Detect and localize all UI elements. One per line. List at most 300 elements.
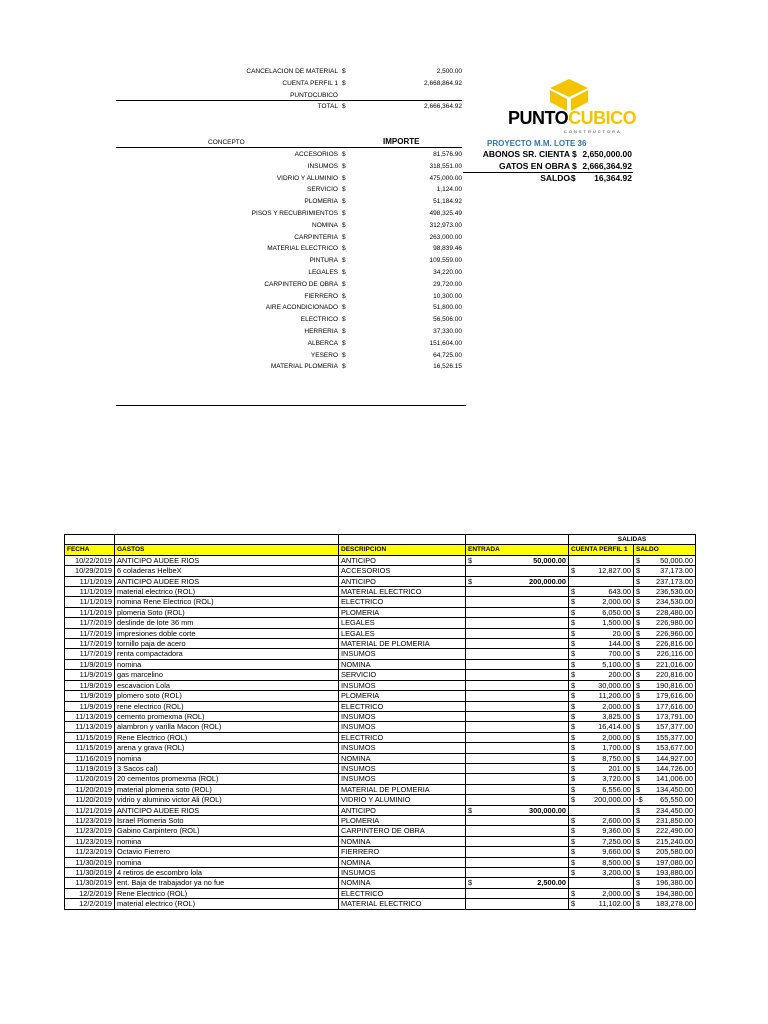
concept-row	[200, 196, 462, 208]
currency-sign: $	[636, 732, 641, 742]
ledger-descripcion: INSUMOS	[339, 722, 466, 732]
ledger-descripcion: INSUMOS	[339, 743, 466, 753]
ledger-descripcion: MATERIAL ELECTRICO	[339, 899, 466, 909]
ledger-cuenta	[569, 868, 634, 878]
concept-currency: $	[342, 151, 346, 158]
ledger-descripcion: LEGALES	[339, 628, 466, 638]
abonos-currency: $	[572, 149, 577, 159]
ledger-row	[65, 805, 696, 815]
summary-label: CUENTA PERFIL 1	[282, 80, 338, 87]
ledger-entrada	[466, 670, 569, 680]
ledger-entrada	[466, 847, 569, 857]
concept-value: 56,506.00	[433, 316, 462, 324]
ledger-fecha: 11/9/2019	[65, 670, 115, 680]
currency-sign: $	[571, 795, 576, 805]
currency-sign: $	[571, 826, 576, 836]
currency-sign: $	[636, 753, 641, 763]
ledger-descripcion: INSUMOS	[339, 680, 466, 690]
concept-label: NOMINA	[312, 221, 338, 229]
ledger-saldo-value: 134,450.00	[656, 784, 693, 794]
summary-currency: $	[342, 80, 346, 87]
summary-label: CANCELACION DE MATERIAL	[246, 68, 338, 75]
ledger-saldo-value: 236,530.00	[656, 587, 693, 597]
ledger-saldo	[634, 857, 696, 867]
ledger-row	[65, 753, 696, 763]
concept-currency: $	[342, 304, 346, 312]
concept-value: 10,300.00	[433, 292, 462, 300]
ledger-saldo	[634, 826, 696, 836]
concept-row	[200, 338, 462, 350]
ledger-cuenta	[569, 670, 634, 680]
project-title: PROYECTO M.M. LOTE 36	[487, 139, 587, 148]
ledger-cuenta-value: 1,700.00	[602, 743, 631, 753]
ledger-entrada	[466, 639, 569, 649]
ledger-saldo	[634, 805, 696, 815]
ledger-cuenta	[569, 743, 634, 753]
concept-row	[200, 255, 462, 267]
ledger-cuenta-value: 9,660.00	[602, 847, 631, 857]
summary-currency: $	[342, 68, 346, 75]
ledger-descripcion: ACCESORIOS	[339, 566, 466, 576]
ledger-cell	[65, 535, 115, 545]
col-header-entrada: ENTRADA	[466, 545, 569, 555]
ledger-saldo	[634, 743, 696, 753]
ledger-fecha: 11/20/2019	[65, 795, 115, 805]
ledger-fecha: 11/19/2019	[65, 763, 115, 773]
ledger-cuenta-value: 2,000.00	[602, 888, 631, 898]
ledger-saldo	[634, 753, 696, 763]
ledger-gastos: cemento promexma (ROL)	[115, 711, 339, 721]
currency-sign: $	[636, 670, 641, 680]
currency-sign: $	[571, 607, 576, 617]
ledger-gastos: 3 Sacos cal)	[115, 763, 339, 773]
ledger-cuenta-value: 30,000.00	[598, 680, 631, 690]
ledger-cuenta-value: 3,200.00	[602, 868, 631, 877]
ledger-row	[65, 691, 696, 701]
ledger-descripcion: INSUMOS	[339, 711, 466, 721]
ledger-descripcion: ANTICIPO	[339, 555, 466, 565]
ledger-saldo	[634, 618, 696, 628]
ledger-descripcion: PLOMERIA	[339, 815, 466, 825]
ledger-fecha: 11/9/2019	[65, 659, 115, 669]
ledger-saldo	[634, 587, 696, 597]
ledger-entrada-value: 50,000.00	[533, 555, 566, 565]
company-logo	[502, 78, 637, 134]
ledger-fecha: 11/9/2019	[65, 691, 115, 701]
concept-row	[200, 173, 462, 185]
col-header-descripcion: DESCRIPCION	[339, 545, 466, 555]
concept-label: PISOS Y RECUBRIMIENTOS	[251, 210, 338, 217]
concept-currency: $	[342, 269, 346, 276]
currency-sign: $	[571, 639, 576, 649]
ledger-gastos: escavacion Lola	[115, 680, 339, 690]
ledger-gastos: tornillo paja de acero	[115, 639, 339, 649]
ledger-cuenta	[569, 587, 634, 597]
ledger-cuenta	[569, 576, 634, 586]
ledger-row	[65, 639, 696, 649]
concept-currency: $	[342, 351, 346, 359]
ledger-fecha: 11/15/2019	[65, 732, 115, 742]
currency-sign: $	[468, 805, 473, 815]
currency-sign: $	[468, 576, 473, 586]
currency-sign: $	[636, 763, 641, 773]
ledger-saldo-value: 65,550.00	[660, 795, 693, 805]
ledger-row	[65, 576, 696, 586]
ledger-saldo-value: 144,726.00	[656, 763, 693, 773]
ledger-cuenta	[569, 753, 634, 763]
ledger-cuenta	[569, 711, 634, 721]
currency-sign: $	[571, 618, 576, 628]
ledger-fecha: 11/30/2019	[65, 878, 115, 888]
ledger-cuenta	[569, 722, 634, 732]
currency-sign: $	[636, 597, 641, 607]
ledger-fecha: 11/16/2019	[65, 753, 115, 763]
logo-subtitle: CONSTRUCTORA	[564, 129, 622, 134]
ledger-fecha: 11/20/2019	[65, 784, 115, 794]
concept-label: MATERIAL ELECTRICO	[267, 245, 338, 253]
ledger-header-row	[65, 545, 696, 555]
currency-sign: $	[636, 815, 641, 825]
ledger-entrada	[466, 691, 569, 701]
ledger-saldo	[634, 722, 696, 732]
currency-sign: $	[468, 878, 473, 888]
ledger-cuenta	[569, 732, 634, 742]
concept-currency: $	[342, 210, 346, 217]
ledger-cuenta	[569, 836, 634, 846]
ledger-cuenta	[569, 857, 634, 867]
ledger-cuenta	[569, 566, 634, 576]
ledger-descripcion: INSUMOS	[339, 774, 466, 784]
ledger-gastos: ent. Baja de trabajador ya no fue	[115, 878, 339, 888]
ledger-fecha: 11/1/2019	[65, 587, 115, 597]
ledger-cuenta-value: 5,100.00	[602, 659, 631, 669]
ledger-cell	[115, 535, 339, 545]
concept-label: PINTURA	[309, 257, 338, 265]
ledger-entrada	[466, 618, 569, 628]
currency-sign: $	[636, 639, 641, 649]
currency-sign: $	[636, 722, 641, 732]
ledger-entrada	[466, 722, 569, 732]
ledger-cuenta-value: 8,500.00	[602, 857, 631, 867]
concept-row	[200, 184, 462, 196]
currency-sign: $	[636, 888, 641, 898]
ledger-entrada	[466, 795, 569, 805]
summary-value: 2,668,864.92	[424, 80, 462, 87]
currency-sign: $	[636, 566, 641, 576]
concept-value: 151,604.00	[429, 339, 462, 347]
ledger-descripcion: PLOMERIA	[339, 607, 466, 617]
concept-row	[200, 232, 462, 244]
ledger-gastos: arena y grava (ROL)	[115, 743, 339, 753]
ledger-cuenta-value: 8,750.00	[602, 753, 631, 763]
ledger-cuenta	[569, 659, 634, 669]
col-header-cuenta: CUENTA PERFIL 1	[569, 545, 634, 555]
ledger-descripcion: INSUMOS	[339, 763, 466, 773]
currency-sign: $	[571, 888, 576, 898]
ledger-saldo	[634, 691, 696, 701]
ledger-row	[65, 899, 696, 909]
ledger-cuenta-value: 2,600.00	[602, 815, 631, 825]
ledger-fecha: 11/7/2019	[65, 639, 115, 649]
col-header-gastos: GASTOS	[115, 545, 339, 555]
ledger-saldo-value: 196,380.00	[656, 878, 693, 888]
gatos-label: GATOS EN OBRA	[499, 161, 570, 171]
ledger-cuenta-value: 201.00	[608, 763, 631, 773]
currency-sign: $	[571, 670, 576, 680]
ledger-cuenta-value: 9,360.00	[602, 826, 631, 836]
ledger-row	[65, 628, 696, 638]
ledger-row	[65, 587, 696, 597]
ledger-gastos: gas marcelino	[115, 670, 339, 680]
currency-sign: $	[636, 899, 641, 909]
ledger-row	[65, 826, 696, 836]
ledger-cell	[466, 535, 569, 545]
ledger-cuenta-value: 16,414.00	[598, 722, 631, 732]
concept-label: SERVICIO	[307, 186, 338, 194]
ledger-saldo	[634, 566, 696, 576]
ledger-cuenta-value: 6,050.00	[602, 607, 631, 617]
ledger-entrada	[466, 576, 569, 586]
concept-label: CARPINTERO DE OBRA	[264, 280, 338, 288]
currency-sign: $	[571, 649, 576, 659]
ledger-gastos: nomina	[115, 836, 339, 846]
ledger-fecha: 11/30/2019	[65, 868, 115, 878]
ledger-cuenta-value: 11,200.00	[598, 691, 631, 701]
ledger-cuenta-value: 3,825.00	[602, 711, 631, 721]
ledger-saldo-value: 215,240.00	[656, 836, 693, 846]
currency-sign: $	[636, 680, 641, 690]
concept-value: 1,124.00	[436, 186, 462, 194]
ledger-cuenta	[569, 628, 634, 638]
ledger-descripcion: MATERIAL ELECTRICO	[339, 587, 466, 597]
ledger-row	[65, 836, 696, 846]
concept-label: PLOMERIA	[304, 198, 338, 206]
summary-label: PUNTOCUBICO	[290, 92, 338, 99]
concept-label: ACCESORIOS	[294, 151, 338, 158]
currency-sign: $	[571, 868, 576, 877]
ledger-descripcion: SERVICIO	[339, 670, 466, 680]
currency-sign: $	[571, 597, 576, 607]
ledger-cuenta	[569, 691, 634, 701]
abonos-row	[470, 148, 632, 160]
saldo-currency: -$	[568, 173, 576, 183]
importe-header: IMPORTE	[383, 137, 420, 146]
summary-total-row	[200, 101, 462, 113]
ledger-descripcion: INSUMOS	[339, 868, 466, 878]
gatos-value: 2,666,364.92	[582, 161, 632, 171]
ledger-descripcion: ELECTRICO	[339, 732, 466, 742]
summary-label: TOTAL	[317, 103, 338, 110]
ledger-table	[64, 534, 696, 910]
ledger-fecha: 11/7/2019	[65, 628, 115, 638]
ledger-saldo-value: 141,006.00	[656, 774, 693, 784]
ledger-row	[65, 868, 696, 878]
ledger-saldo	[634, 597, 696, 607]
ledger-row	[65, 774, 696, 784]
ledger-row	[65, 701, 696, 711]
concept-value: 37,330.00	[433, 328, 462, 335]
ledger-saldo-value: 173,791.00	[656, 711, 693, 721]
concept-row	[200, 243, 462, 255]
ledger-cuenta-value: 20.00	[612, 628, 631, 638]
concept-value: 475,000.00	[429, 174, 462, 182]
ledger-entrada	[466, 587, 569, 597]
ledger-descripcion: LEGALES	[339, 618, 466, 628]
ledger-row	[65, 722, 696, 732]
concept-currency: $	[342, 257, 346, 265]
concept-label: FIERRERO	[304, 292, 338, 300]
ledger-entrada	[466, 784, 569, 794]
ledger-row	[65, 857, 696, 867]
ledger-entrada	[466, 628, 569, 638]
concept-row	[200, 279, 462, 291]
saldo-value: 16,364.92	[594, 173, 632, 183]
ledger-entrada	[466, 555, 569, 565]
ledger-entrada	[466, 732, 569, 742]
concept-currency: $	[342, 174, 346, 182]
ledger-gastos: nomina	[115, 659, 339, 669]
concept-row	[200, 314, 462, 326]
ledger-descripcion: NOMINA	[339, 659, 466, 669]
ledger-cuenta	[569, 826, 634, 836]
saldo-label: SALDO	[540, 173, 570, 183]
ledger-row	[65, 784, 696, 794]
ledger-cuenta	[569, 701, 634, 711]
ledger-fecha: 11/20/2019	[65, 774, 115, 784]
ledger-saldo-value: 234,530.00	[656, 597, 693, 607]
currency-sign: $	[571, 722, 576, 732]
col-header-fecha: FECHA	[65, 545, 115, 555]
concept-currency: $	[342, 186, 346, 194]
currency-sign: $	[571, 763, 576, 773]
concept-currency: $	[342, 363, 346, 371]
ledger-entrada	[466, 680, 569, 690]
ledger-saldo	[634, 701, 696, 711]
ledger-entrada	[466, 878, 569, 888]
concept-currency: $	[342, 292, 346, 300]
ledger-cuenta	[569, 774, 634, 784]
currency-sign: -$	[636, 795, 643, 805]
ledger-row	[65, 763, 696, 773]
currency-sign: $	[636, 878, 641, 888]
ledger-entrada	[466, 743, 569, 753]
ledger-saldo-value: 226,816.00	[656, 639, 693, 649]
ledger-saldo	[634, 878, 696, 888]
ledger-entrada	[466, 701, 569, 711]
ledger-row	[65, 680, 696, 690]
ledger-entrada	[466, 753, 569, 763]
ledger-cuenta	[569, 784, 634, 794]
ledger-saldo	[634, 680, 696, 690]
currency-sign: $	[636, 784, 641, 794]
concept-label: MATERIAL PLOMERIA	[270, 363, 338, 371]
concept-label: HERRERIA	[304, 328, 338, 335]
ledger-saldo	[634, 659, 696, 669]
ledger-entrada	[466, 826, 569, 836]
ledger-gastos: Israel Plomeria Soto	[115, 815, 339, 825]
ledger-saldo	[634, 784, 696, 794]
ledger-saldo-value: 226,116.00	[656, 649, 693, 659]
ledger-fecha: 12/2/2019	[65, 888, 115, 898]
ledger-cuenta-value: 1,500.00	[602, 618, 631, 628]
concept-value: 81,576.90	[433, 151, 462, 158]
ledger-saldo	[634, 815, 696, 825]
ledger-saldo-value: 37,173.00	[660, 566, 693, 576]
currency-sign: $	[636, 587, 641, 597]
ledger-entrada	[466, 836, 569, 846]
concept-row	[200, 220, 462, 232]
concept-currency: $	[342, 328, 346, 335]
ledger-cuenta-value: 2,000.00	[602, 597, 631, 607]
ledger-saldo	[634, 670, 696, 680]
ledger-row	[65, 815, 696, 825]
ledger-fecha: 11/1/2019	[65, 607, 115, 617]
ledger-gastos: 4 retiros de escombro lola	[115, 868, 339, 878]
ledger-gastos: nomina Rene Electrico (ROL)	[115, 597, 339, 607]
ledger-gastos: vidrio y aluminio victor Ali (ROL)	[115, 795, 339, 805]
ledger-cuenta	[569, 763, 634, 773]
concept-row	[200, 267, 462, 279]
ledger-cuenta-value: 11,102.00	[598, 899, 631, 909]
currency-sign: $	[636, 628, 641, 638]
ledger-saldo-value: 155,377.00	[656, 732, 693, 742]
ledger-entrada	[466, 868, 569, 878]
summary-row	[200, 66, 462, 78]
ledger-descripcion: ELECTRICO	[339, 597, 466, 607]
currency-sign: $	[636, 659, 641, 669]
currency-sign: $	[636, 836, 641, 846]
ledger-row	[65, 711, 696, 721]
concept-label: INSUMOS	[307, 162, 338, 170]
ledger-cuenta-value: 12,827.00	[598, 566, 631, 576]
currency-sign: $	[636, 607, 641, 617]
ledger-fecha: 10/29/2019	[65, 566, 115, 576]
concept-currency: $	[342, 221, 346, 229]
ledger-saldo	[634, 628, 696, 638]
ledger-row	[65, 649, 696, 659]
ledger-row	[65, 732, 696, 742]
ledger-saldo-value: 226,980.00	[656, 618, 693, 628]
ledger-fecha: 11/23/2019	[65, 815, 115, 825]
concept-currency: $	[342, 198, 346, 206]
currency-sign: $	[571, 628, 576, 638]
ledger-row	[65, 618, 696, 628]
ledger-descripcion: MATERIAL DE PLOMERIA	[339, 784, 466, 794]
ledger-entrada	[466, 857, 569, 867]
ledger-entrada	[466, 659, 569, 669]
ledger-cuenta	[569, 680, 634, 690]
ledger-cuenta	[569, 795, 634, 805]
ledger-saldo-value: 183,278.00	[656, 899, 693, 909]
currency-sign: $	[571, 774, 576, 784]
currency-sign: $	[636, 857, 641, 867]
ledger-entrada	[466, 763, 569, 773]
ledger-gastos: nomina	[115, 753, 339, 763]
currency-sign: $	[468, 555, 473, 565]
currency-sign: $	[571, 857, 576, 867]
currency-sign: $	[571, 732, 576, 742]
ledger-fecha: 11/7/2019	[65, 618, 115, 628]
currency-sign: $	[571, 587, 576, 597]
ledger-saldo	[634, 795, 696, 805]
currency-sign: $	[571, 847, 576, 857]
concept-value: 498,325.49	[429, 210, 462, 217]
currency-sign: $	[571, 680, 576, 690]
ledger-entrada	[466, 597, 569, 607]
ledger-cuenta	[569, 847, 634, 857]
ledger-fecha: 11/7/2019	[65, 649, 115, 659]
concept-row	[200, 149, 462, 161]
